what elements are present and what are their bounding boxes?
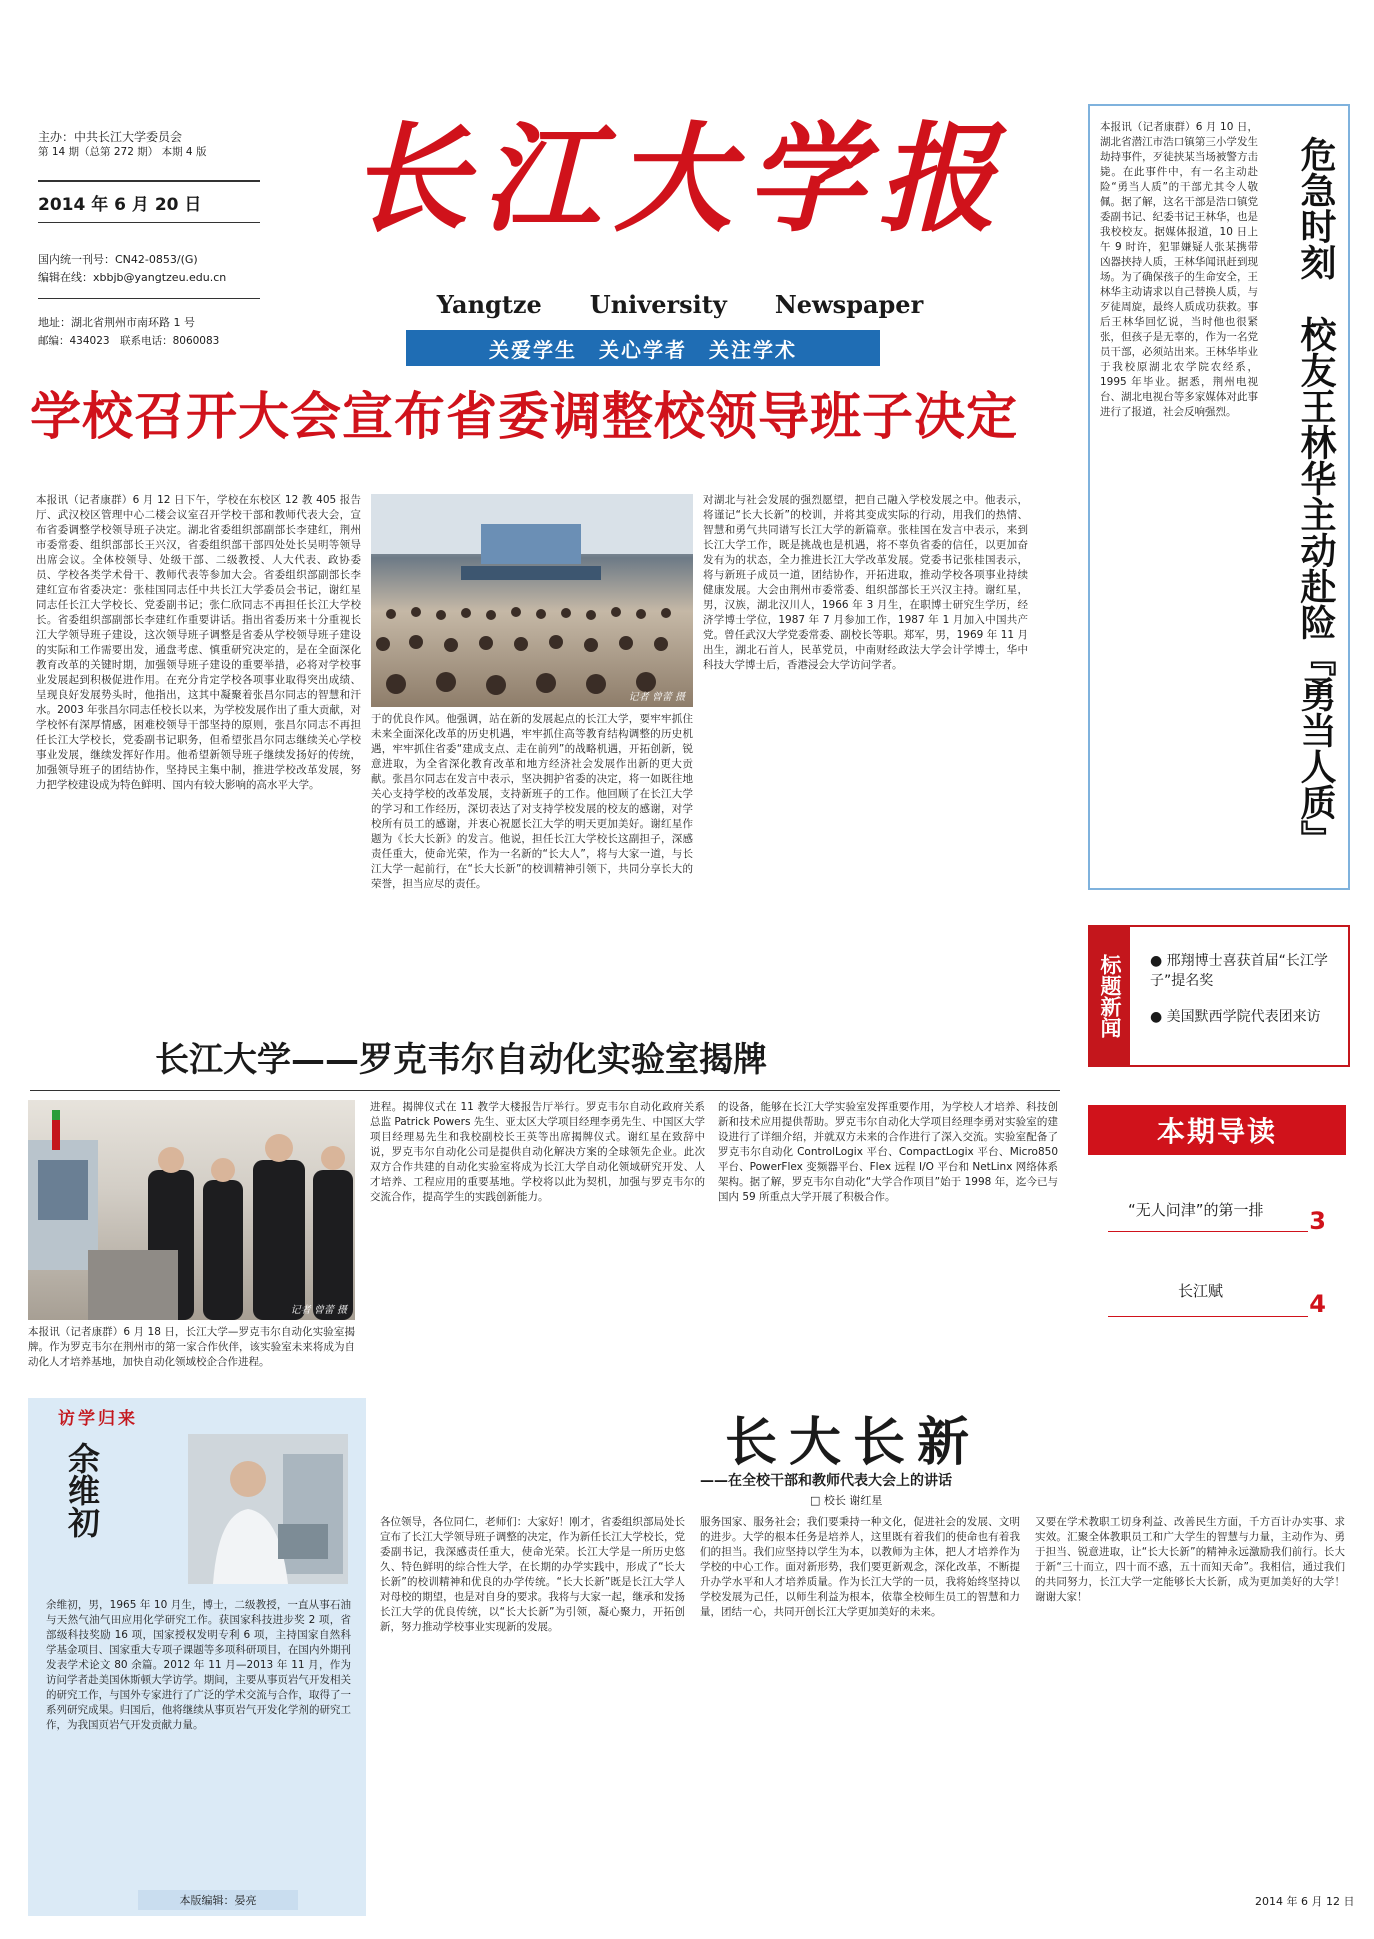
side-story-text: 本报讯（记者康群）6 月 10 日，湖北省潜江市浩口镇第三小学发生劫持事件，歹徒挟某当场被警方击毙。在此事件中，有一名主动赴险“勇当人质”的干部尤其令人敬佩。据了解，这名干部是浩口镇党委副书记、纪委书记王林华，也是我校校友。据媒体报道，10 日上午 9 时许，犯罪嫌疑人张某携带凶器挟持人质，王林华闻讯赶到现场。为了确保孩子的生命安全，王林华主动请求以自己替换人质，与歹徒周旋，最终人质成功获救。事后王林华回忆说，当时他也很紧张，但孩子是无辜的，作为一名党员干部，必须站出来。王林华毕业于我校原湖北农学院农经系，1995 年毕业。据悉，荆州电视台、湖北电视台等多家媒体对此事进行了报道，社会反响强烈。 [1100,121,1258,418]
page-editor-bar [138,1890,298,1910]
headline-news-item-1: ● 邢翔博士喜获首届“长江学子”提名奖 [1150,953,1328,989]
speech-date: 2014 年 6 月 12 日 [1255,1895,1355,1908]
speech-column-1: 各位领导，各位同仁，老师们：大家好！刚才，省委组织部局处长宣布了长江大学领导班子调整的决定，作为新任长江大学校长，党委副书记，我深感责任重大，使命光荣。长江大学是一所历史悠久、特色鲜明的综合性大学，在长期的办学实践中，形成了“长大长新”的校训精神和优良的办学传统。“长大长新”既是长江大学人对母校的期望，也是对自身的要求。我将与大家一起，继承和发扬长江大学的优良传统，以“长大长新”为引领，凝心聚力，开拓创新，努力推动学校事业实现新的发展。 [380,1516,685,1633]
headline-news-box [1088,925,1350,1067]
masthead-rule [38,298,260,299]
guide-item-2[interactable] [1088,1280,1346,1325]
newspaper-title: 长江大学报 [349,109,1010,248]
profile-box [28,1398,366,1916]
editor-email: 编辑在线：xbbjb@yangtzeu.edu.cn [38,271,227,284]
profile-name: 余维初 [63,1442,101,1538]
lab-photo [28,1100,355,1320]
cn-number: 国内统一刊号：CN42-0853/(G) [38,253,198,266]
page-editor: 本版编辑：晏亮 [179,1894,257,1907]
issue-date: 2014 年 6 月 20 日 [38,195,202,215]
speech-column-2: 服务国家、服务社会；我们要秉持一种文化，促进社会的发展、文明的进步。大学的根本任务是培养人，这里既有着我们的使命也有着我们的担当。我们应坚持以学生为本，以教师为主体，把人才培养作为学校的中心工作。面对新形势，我们要更新观念，深化改革，不断提升办学水平和人才培养质量。作为长江大学的一员，我将始终坚持以学校发展为己任，以师生利益为根本，依靠全校师生员工的智慧和力量，团结一心，共同开创长江大学更加美好的未来。 [700,1516,1020,1618]
publisher: 主办：中共长江大学委员会 [38,130,183,144]
lead-story-column-2: 于的优良作风。他强调，站在新的发展起点的长江大学，要牢牢抓住未来全面深化改革的历史机遇，牢牢抓住高等教育结构调整的历史机遇，牢牢抓住省委“建成支点、走在前列”的战略机遇，开拓创新，锐意进取，为全省深化教育改革和地方经济社会发展作出新的更大贡献。张昌尔同志在发言中表示，坚决拥护省委的决定，将一如既往地关心支持学校的改革发展，支持新班子的工作。他回顾了在长江大学的学习和工作经历，深切表达了对支持学校发展的校友的感谢，对学校所有员工的感谢，并衷心祝愿长江大学的明天更加美好。谢红星作题为《长大长新》的发言。他说，担任长江大学校长这副担子，深感责任重大，使命光荣，作为一名新的“长大人”，将与大家一道，与长江大学一起前行，在“长大长新”的校训精神引领下，共同分享长大的荣誉，担当应尽的责任。 [371,713,693,890]
address: 地址：湖北省荆州市南环路 1 号 [38,316,195,329]
profile-column-label: 访学归来 [58,1409,138,1429]
guide-title-bar [1088,1105,1346,1155]
newspaper-title-en: Yangtze University Newspaper [436,290,924,319]
lab-story-column-3: 的设备，能够在长江大学实验室发挥重要作用，为学校人才培养、科技创新和技术应用提供帮助。罗克韦尔自动化大学项目经理李勇对实验室的建设进行了详细介绍，并就双方未来的合作进行了深入交流。实验室配备了罗克韦尔自动化 ControlLogix 平台、CompactLogix 平台、Micro850 平台、PowerFlex 变频器平台、Flex 远程 I/O 平台和 NetLinx 网络体系架构。据了解，罗克韦尔自动化“大学合作项目”始于 1998 年，迄今已与国内 59 所重点大学开展了积极合作。 [718,1101,1058,1203]
lead-headline: 学校召开大会宣布省委调整校领导班子决定 [30,388,1019,447]
lead-story-column-1: 本报讯（记者康群）6 月 12 日下午，学校在东校区 12 教 405 报告厅、武汉校区管理中心二楼会议室召开学校干部和教师代表大会，宣布省委调整学校领导班子决定。湖北省委组织部副部长李建红，荆州市委常委、组织部部长王兴汉，省委组织部干部四处处长吴明等领导出席会议。全体校领导、处级干部、二级教授、人大代表、政协委员、学校各类学术骨干、教师代表等参加大会。省委组织部副部长李建红宣布省委决定：张桂国同志任中共长江大学委员会书记，谢红星同志任长江大学校长、党委副书记；张仁欣同志不再担任长江大学校长。省委组织部副部长李建红作重要讲话。指出省委历来十分重视长江大学领导班子建设，这次领导班子调整是省委从学校领导班子建设的实际和工作需要出发，通盘考虑、慎重研究决定的，是在全面深化教育改革的关键时期，加强领导班子建设的重要举措，必将对学校事业发展起到积极促进作用。在充分肯定学校各项事业取得突出成绩、呈现良好发展势头时，他指出，这其中凝聚着张昌尔同志的智慧和汗水。2003 年张昌尔同志任校长以来，为学校发展作出了重大贡献，对学校怀有深厚情感，困难校领导干部坚持的原则，张昌尔同志不再担任长江大学校长，党委副书记职务，但希望张昌尔同志继续关心学校事业发展，继续发挥好作用。他希望新领导班子继续发扬好的传统，加强领导班子的团结协作，坚持民主集中制，推进学校改革发展，努力把学校建设成为特色鲜明、国内有较大影响的高水平大学。 [36,494,361,791]
lab-story-caption: 本报讯（记者康群）6 月 18 日，长江大学—罗克韦尔自动化实验室揭牌。作为罗克韦尔在荆州市的第一家合作伙伴，该实验室未来将成为自动化人才培养基地，加快自动化领域校企合作进程。 [28,1326,355,1368]
masthead-rule [38,180,260,182]
profile-photo-illustration [188,1434,348,1584]
guide-item-1-page: 3 [1309,1207,1326,1235]
issue-number: 第 14 期（总第 272 期） 本期 4 版 [38,146,207,158]
masthead-rule [38,222,260,223]
masthead-info [38,130,258,160]
slogan-bar [406,330,880,366]
side-story-headline: 危急时刻 校友王林华主动赴险『勇当人质』 [1295,136,1336,856]
speech-author: □ 校长 谢红星 [810,1494,883,1507]
photo-credit: 记者 曾蕾 摄 [628,692,685,703]
side-story-box [1088,104,1350,890]
headline-news-label: 标题新闻 [1090,927,1130,1065]
speech-subtitle: ——在全校干部和教师代表大会上的讲话 [700,1473,952,1489]
profile-text: 余维初，男，1965 年 10 月生，博士，二级教授，一直从事石油与天然气油气田应用化学研究工作。获国家科技进步奖 2 项，省部级科技奖励 16 项，国家授权发明专利 6 项，主持国家自然科学基金项目、国家重大专项子课题等多项科研项目，在国内外期刊发表学术论文 80 余篇。2012 年 11 月—2013 年 11 月，作为访问学者赴美国休斯顿大学访学。期间，主要从事页岩气开发相关的研究工作，与国外专家进行了广泛的学术交流与合作，取得了一系列研究成果。归国后，他将继续从事页岩气开发化学剂的研究工作，为我国页岩气开发贡献力量。 [46,1599,351,1731]
speech-column-3: 又要在学术教职工切身利益、改善民生方面，千方百计办实事、求实效。汇聚全体教职员工和广大学生的智慧与力量，主动作为、勇于担当、锐意进取，让“长大长新”的精神永远激励我们前行。长大于新“三十而立，四十而不惑，五十而知天命”。我相信，通过我们的共同努力，长江大学一定能够长大长新，成为更加美好的大学！谢谢大家！ [1035,1516,1345,1603]
profile-photo [188,1434,348,1584]
guide-item-1[interactable] [1088,1195,1346,1235]
conference-photo [371,494,693,707]
guide-rule [1108,1316,1308,1317]
section-rule [30,1090,1060,1091]
guide-item-2-text: 长江赋 [1178,1282,1224,1300]
speech-headline: 长大长新 [725,1412,982,1473]
postal-phone: 邮编：434023 联系电话：8060083 [38,335,220,347]
lab-story-column-2: 进程。揭牌仪式在 11 教学大楼报告厅举行。罗克韦尔自动化政府关系总监 Patrick Powers 先生、亚太区大学项目经理李勇先生、中国区大学项目经理易先生和我校副校长王英等出席揭牌仪式。谢红星在致辞中说，罗克韦尔自动化公司是提供自动化解决方案的全球领先企业。此次双方合作共建的自动化实验室将成为长江大学自动化领域研究开发、人才培养、工程应用的重要基地。学校将以此为契机，加强与罗克韦尔的交流合作，提高学生的实践创新能力。 [370,1101,705,1203]
lab-photo-credit: 记者 曾蕾 摄 [290,1305,347,1316]
guide-item-2-page: 4 [1309,1290,1326,1318]
guide-title: 本期导读 [1156,1115,1277,1148]
conference-photo-illustration [371,494,693,707]
lead-story-column-3: 对湖北与社会发展的强烈愿望，把自己融入学校发展之中。他表示，将谨记“长大长新”的校训，并将其变成实际的行动，用我们的热情、智慧和勇气共同谱写长江大学的新篇章。张桂国在发言中表示，来到长江大学工作，既是挑战也是机遇，将不辜负省委的信任，以更加奋发有为的状态，全力推进长江大学改革发展。党委书记张桂国表示，将与新班子成员一道，团结协作，开拓进取，推动学校各项事业持续健康发展。大会由荆州市委常委、组织部部长王兴汉主持。谢红星，男，汉族，湖北汉川人，1966 年 3 月生，在职博士研究生学历，经济学博士学位，1987 年 7 月参加工作，1987 年 1 月加入中国共产党。曾任武汉大学党委常委、副校长等职。郑军，男，1969 年 11 月出生，湖北石首人，民革党员，中南财经政法大学会计学博士，华中科技大学博士后，香港浸会大学访问学者。 [703,494,1028,671]
slogan: 关爱学生 关心学者 关注学术 [489,337,797,362]
guide-box [1088,1105,1346,1350]
headline-news-item-2: ● 美国默西学院代表团来访 [1150,1009,1321,1025]
lab-headline: 长江大学——罗克韦尔自动化实验室揭牌 [155,1040,767,1080]
guide-item-1-text: “无人问津”的第一排 [1128,1201,1264,1219]
guide-rule [1108,1231,1308,1232]
lab-photo-illustration [28,1100,355,1320]
